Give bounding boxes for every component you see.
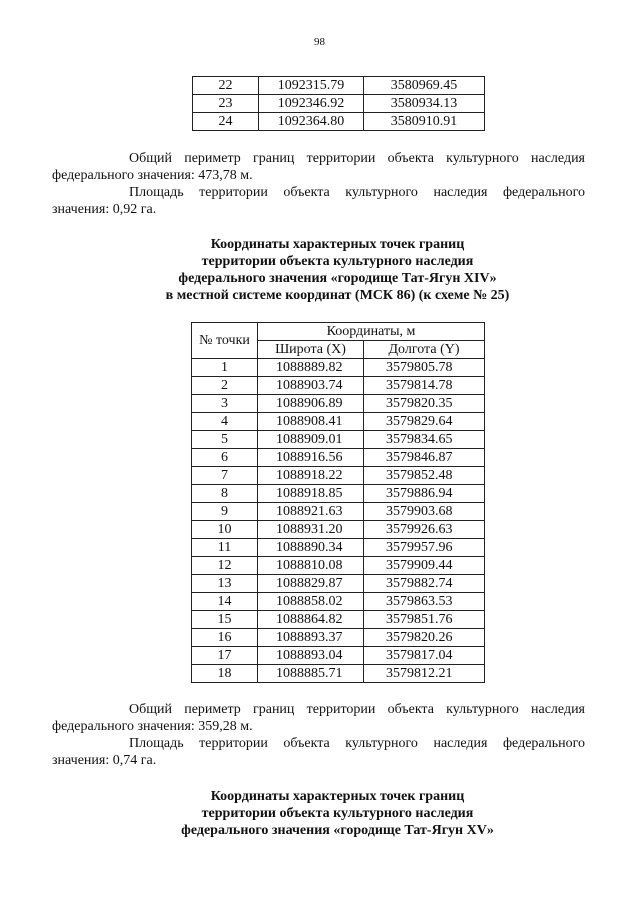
- longitude-cell: 3579812.21: [364, 665, 485, 683]
- latitude-cell: 1088916.56: [258, 449, 364, 467]
- point-number-cell: 16: [192, 629, 258, 647]
- latitude-cell: 1092315.79: [259, 77, 364, 95]
- point-number-cell: 4: [192, 413, 258, 431]
- latitude-cell: 1088893.04: [258, 647, 364, 665]
- longitude-cell: 3579820.35: [364, 395, 485, 413]
- area-paragraph-1: [52, 184, 585, 218]
- heading1-line3: федерального значения «городище Тат-Ягун XIV»: [178, 271, 497, 286]
- longitude-cell: 3579851.76: [364, 611, 485, 629]
- header-point-number: № точки: [192, 323, 258, 359]
- longitude-cell: 3579834.65: [364, 431, 485, 449]
- table-row: [192, 467, 485, 485]
- longitude-cell: 3579829.64: [364, 413, 485, 431]
- heading1-line1: Координаты характерных точек границ: [210, 237, 465, 252]
- point-number-cell: 14: [192, 593, 258, 611]
- point-number-cell: 7: [192, 467, 258, 485]
- longitude-cell: 3579882.74: [364, 575, 485, 593]
- table-row: [192, 377, 485, 395]
- heading2-line3: федерального значения «городище Тат-Ягун XV»: [181, 823, 494, 838]
- table-row: [192, 431, 485, 449]
- section-heading-2: [0, 788, 639, 839]
- longitude-cell: 3579909.44: [364, 557, 485, 575]
- latitude-cell: 1088893.37: [258, 629, 364, 647]
- area-text-line2: значения: 0,92 га.: [52, 202, 157, 217]
- latitude-cell: 1092346.92: [259, 95, 364, 113]
- heading2-line2: территории объекта культурного наследия: [201, 806, 474, 821]
- longitude-cell: 3580934.13: [364, 95, 485, 113]
- longitude-cell: 3579863.53: [364, 593, 485, 611]
- table-row: [192, 503, 485, 521]
- area-text-line2: значения: 0,74 га.: [52, 753, 157, 768]
- latitude-cell: 1088885.71: [258, 665, 364, 683]
- point-number-cell: 24: [193, 113, 259, 131]
- table-row: [192, 575, 485, 593]
- header-latitude: Широта (X): [258, 341, 364, 359]
- header-longitude: Долгота (Y): [364, 341, 485, 359]
- longitude-cell: 3579814.78: [364, 377, 485, 395]
- table-row: [192, 359, 485, 377]
- table-row: [192, 647, 485, 665]
- area-text-line1: Площадь территории объекта культурного наследия федерального: [129, 736, 585, 751]
- longitude-cell: 3579886.94: [364, 485, 485, 503]
- coordinates-table: [191, 322, 485, 683]
- longitude-cell: 3579852.48: [364, 467, 485, 485]
- table-row: [193, 113, 485, 131]
- latitude-cell: 1088931.20: [258, 521, 364, 539]
- table-row: [193, 95, 485, 113]
- longitude-cell: 3580910.91: [364, 113, 485, 131]
- latitude-cell: 1088889.82: [258, 359, 364, 377]
- area-paragraph-2: [52, 735, 585, 769]
- longitude-cell: 3579846.87: [364, 449, 485, 467]
- point-number-cell: 23: [193, 95, 259, 113]
- perimeter-text-line1: Общий периметр границ территории объекта культурного наследия: [129, 702, 585, 717]
- latitude-cell: 1088908.41: [258, 413, 364, 431]
- table-row: [193, 77, 485, 95]
- perimeter-text-line1: Общий периметр границ территории объекта культурного наследия: [129, 151, 585, 166]
- latitude-cell: 1088918.22: [258, 467, 364, 485]
- table-row: [192, 395, 485, 413]
- longitude-cell: 3579903.68: [364, 503, 485, 521]
- point-number-cell: 10: [192, 521, 258, 539]
- perimeter-text-line2: федерального значения: 359,28 м.: [52, 719, 253, 734]
- point-number-cell: 13: [192, 575, 258, 593]
- latitude-cell: 1088864.82: [258, 611, 364, 629]
- point-number-cell: 15: [192, 611, 258, 629]
- longitude-cell: 3579805.78: [364, 359, 485, 377]
- longitude-cell: 3579817.04: [364, 647, 485, 665]
- longitude-cell: 3579957.96: [364, 539, 485, 557]
- point-number-cell: 5: [192, 431, 258, 449]
- coordinates-table-continued: [192, 76, 485, 131]
- longitude-cell: 3579820.26: [364, 629, 485, 647]
- latitude-cell: 1088829.87: [258, 575, 364, 593]
- point-number-cell: 3: [192, 395, 258, 413]
- latitude-cell: 1092364.80: [259, 113, 364, 131]
- heading1-line2: территории объекта культурного наследия: [201, 254, 474, 269]
- table-row: [192, 521, 485, 539]
- latitude-cell: 1088909.01: [258, 431, 364, 449]
- header-coordinates: Координаты, м: [258, 323, 485, 341]
- table-row: [192, 593, 485, 611]
- latitude-cell: 1088903.74: [258, 377, 364, 395]
- heading1-line4: в местной системе координат (МСК 86) (к схеме № 25): [165, 288, 510, 303]
- section-heading-1: [0, 236, 639, 304]
- point-number-cell: 1: [192, 359, 258, 377]
- point-number-cell: 2: [192, 377, 258, 395]
- latitude-cell: 1088890.34: [258, 539, 364, 557]
- point-number-cell: 8: [192, 485, 258, 503]
- point-number-cell: 22: [193, 77, 259, 95]
- point-number-cell: 17: [192, 647, 258, 665]
- heading2-line1: Координаты характерных точек границ: [210, 789, 465, 804]
- point-number-cell: 12: [192, 557, 258, 575]
- latitude-cell: 1088858.02: [258, 593, 364, 611]
- table-row: [192, 665, 485, 683]
- longitude-cell: 3580969.45: [364, 77, 485, 95]
- table-row: [192, 557, 485, 575]
- point-number-cell: 6: [192, 449, 258, 467]
- table-row: [192, 485, 485, 503]
- page-number: 98: [314, 36, 325, 48]
- latitude-cell: 1088906.89: [258, 395, 364, 413]
- point-number-cell: 9: [192, 503, 258, 521]
- perimeter-paragraph-2: [52, 701, 585, 735]
- table-row: [192, 413, 485, 431]
- latitude-cell: 1088921.63: [258, 503, 364, 521]
- table-row: [192, 611, 485, 629]
- perimeter-text-line2: федерального значения: 473,78 м.: [52, 168, 253, 183]
- table-header-row: [192, 323, 485, 341]
- point-number-cell: 18: [192, 665, 258, 683]
- longitude-cell: 3579926.63: [364, 521, 485, 539]
- latitude-cell: 1088810.08: [258, 557, 364, 575]
- table-row: [192, 629, 485, 647]
- latitude-cell: 1088918.85: [258, 485, 364, 503]
- perimeter-paragraph-1: [52, 150, 585, 184]
- table-row: [192, 449, 485, 467]
- point-number-cell: 11: [192, 539, 258, 557]
- area-text-line1: Площадь территории объекта культурного наследия федерального: [129, 185, 585, 200]
- table-row: [192, 539, 485, 557]
